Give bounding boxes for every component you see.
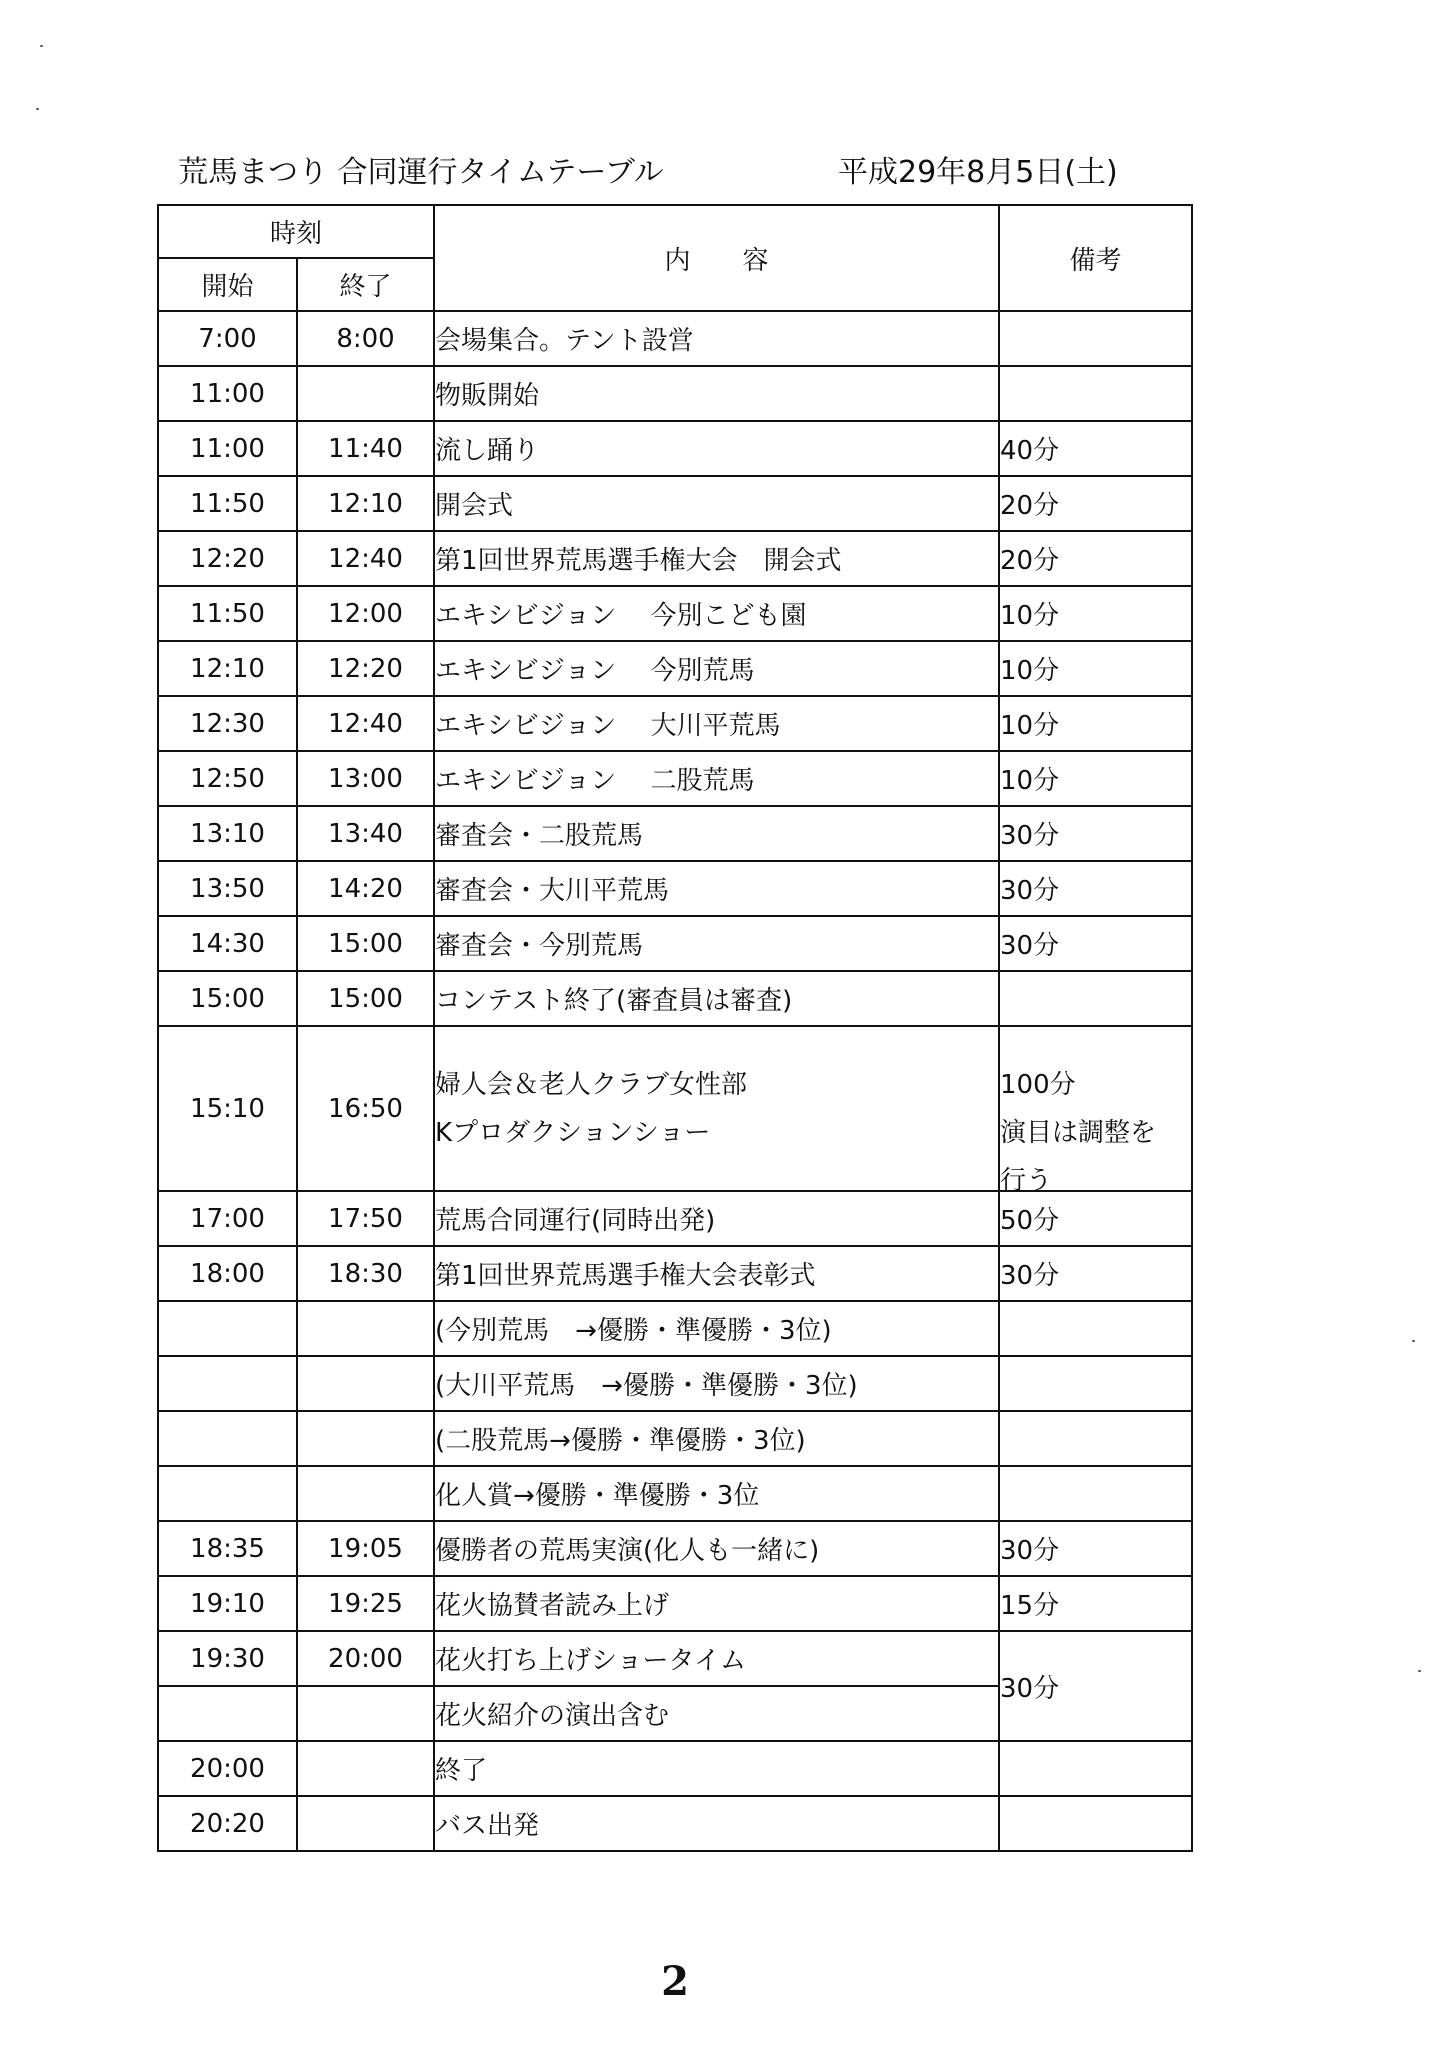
table-row [158, 1466, 1192, 1521]
table-row [158, 1796, 1192, 1851]
table-row [158, 861, 1192, 916]
start-time: 20:00 [158, 1741, 297, 1796]
content-cell: 物販開始 [434, 366, 999, 421]
table-row [158, 641, 1192, 696]
notes-cell [999, 1301, 1192, 1356]
document-title-line [178, 150, 1178, 196]
content-cell: (大川平荒馬 →優勝・準優勝・3位) [434, 1356, 999, 1411]
notes-cell [999, 1411, 1192, 1466]
content-cell: 審査会・大川平荒馬 [434, 861, 999, 916]
end-time: 13:00 [297, 751, 434, 806]
start-time [158, 1301, 297, 1356]
document-title: 荒馬まつり 合同運行タイムテーブル [178, 155, 664, 190]
scan-speck [36, 108, 39, 110]
content-cell: エキシビジョン 大川平荒馬 [434, 696, 999, 751]
notes-cell [999, 1466, 1192, 1521]
table-row [158, 1301, 1192, 1356]
table-row [158, 1741, 1192, 1796]
table-row [158, 1246, 1192, 1301]
notes-cell: 30分 [999, 1631, 1192, 1741]
start-time: 19:10 [158, 1576, 297, 1631]
table-row [158, 586, 1192, 641]
scan-speck [40, 45, 43, 47]
end-time: 12:20 [297, 641, 434, 696]
table-row [158, 1191, 1192, 1246]
table-row [158, 1631, 1192, 1686]
table-row [158, 1576, 1192, 1631]
content-line: 婦人会＆老人クラブ女性部 [435, 1069, 748, 1100]
table-row [158, 366, 1192, 421]
table-row [158, 1521, 1192, 1576]
end-time [297, 1686, 434, 1741]
table-row [158, 476, 1192, 531]
notes-cell: 30分 [999, 806, 1192, 861]
start-time: 11:00 [158, 421, 297, 476]
end-time: 14:20 [297, 861, 434, 916]
notes-cell: 20分 [999, 476, 1192, 531]
content-cell: 花火協賛者読み上げ [434, 1576, 999, 1631]
start-time: 18:35 [158, 1521, 297, 1576]
table-row [158, 311, 1192, 366]
content-cell: エキシビジョン 今別こども園 [434, 586, 999, 641]
end-time [297, 1411, 434, 1466]
scan-speck [1418, 1670, 1421, 1672]
header-notes: 備考 [999, 205, 1192, 311]
end-time: 19:25 [297, 1576, 434, 1631]
end-time: 12:40 [297, 531, 434, 586]
end-time: 15:00 [297, 916, 434, 971]
table-row [158, 971, 1192, 1026]
end-time: 8:00 [297, 311, 434, 366]
table-row [158, 1026, 1192, 1191]
end-time: 20:00 [297, 1631, 434, 1686]
end-time: 13:40 [297, 806, 434, 861]
notes-line: 演目は調整を行う [1000, 1117, 1157, 1196]
content-cell: 開会式 [434, 476, 999, 531]
table-row [158, 531, 1192, 586]
content-cell: 第1回世界荒馬選手権大会表彰式 [434, 1246, 999, 1301]
table-row [158, 806, 1192, 861]
end-time [297, 1741, 434, 1796]
notes-cell [999, 1796, 1192, 1851]
notes-cell: 10分 [999, 641, 1192, 696]
end-time [297, 1796, 434, 1851]
end-time: 19:05 [297, 1521, 434, 1576]
end-time: 12:10 [297, 476, 434, 531]
start-time: 12:30 [158, 696, 297, 751]
document-date: 平成29年8月5日(土) [838, 155, 1118, 190]
header-content: 内 容 [434, 205, 999, 311]
start-time: 15:10 [158, 1026, 297, 1191]
content-cell: (二股荒馬→優勝・準優勝・3位) [434, 1411, 999, 1466]
end-time [297, 1301, 434, 1356]
end-time: 16:50 [297, 1026, 434, 1191]
content-cell: バス出発 [434, 1796, 999, 1851]
start-time: 14:30 [158, 916, 297, 971]
notes-cell: 10分 [999, 696, 1192, 751]
notes-cell: 15分 [999, 1576, 1192, 1631]
notes-cell: 20分 [999, 531, 1192, 586]
start-time: 12:20 [158, 531, 297, 586]
end-time [297, 1466, 434, 1521]
content-cell: 荒馬合同運行(同時出発) [434, 1191, 999, 1246]
notes-cell: 30分 [999, 1521, 1192, 1576]
notes-cell [999, 1356, 1192, 1411]
start-time: 17:00 [158, 1191, 297, 1246]
start-time: 11:00 [158, 366, 297, 421]
start-time: 12:50 [158, 751, 297, 806]
notes-cell: 30分 [999, 916, 1192, 971]
content-cell: 第1回世界荒馬選手権大会 開会式 [434, 531, 999, 586]
start-time [158, 1411, 297, 1466]
notes-cell: 30分 [999, 1246, 1192, 1301]
start-time [158, 1356, 297, 1411]
start-time: 13:10 [158, 806, 297, 861]
content-cell: (今別荒馬 →優勝・準優勝・3位) [434, 1301, 999, 1356]
start-time: 13:50 [158, 861, 297, 916]
start-time: 15:00 [158, 971, 297, 1026]
table-row [158, 1356, 1192, 1411]
start-time: 11:50 [158, 476, 297, 531]
content-cell: 審査会・二股荒馬 [434, 806, 999, 861]
notes-cell [999, 311, 1192, 366]
notes-cell [999, 1741, 1192, 1796]
table-row [158, 421, 1192, 476]
start-time [158, 1686, 297, 1741]
start-time: 19:30 [158, 1631, 297, 1686]
notes-cell: 40分 [999, 421, 1192, 476]
end-time: 12:00 [297, 586, 434, 641]
notes-cell [999, 1026, 1192, 1196]
content-cell: 流し踊り [434, 421, 999, 476]
start-time [158, 1466, 297, 1521]
content-cell: 花火紹介の演出含む [434, 1686, 999, 1741]
end-time [297, 1356, 434, 1411]
header-row [158, 205, 1192, 258]
table-row [158, 696, 1192, 751]
content-cell: 化人賞→優勝・準優勝・3位 [434, 1466, 999, 1521]
notes-cell: 50分 [999, 1191, 1192, 1246]
notes-cell: 10分 [999, 751, 1192, 806]
content-cell: 会場集合。テント設営 [434, 311, 999, 366]
scan-speck [1412, 1340, 1415, 1342]
notes-cell: 10分 [999, 586, 1192, 641]
header-end: 終了 [297, 258, 434, 311]
end-time: 17:50 [297, 1191, 434, 1246]
notes-cell: 30分 [999, 861, 1192, 916]
start-time: 18:00 [158, 1246, 297, 1301]
start-time: 12:10 [158, 641, 297, 696]
table-row [158, 916, 1192, 971]
content-cell [434, 1026, 999, 1191]
end-time: 12:40 [297, 696, 434, 751]
header-start: 開始 [158, 258, 297, 311]
header-time: 時刻 [158, 205, 434, 258]
timetable [157, 204, 1193, 1852]
table-row [158, 1411, 1192, 1466]
table-row [158, 751, 1192, 806]
end-time: 11:40 [297, 421, 434, 476]
end-time: 18:30 [297, 1246, 434, 1301]
end-time: 15:00 [297, 971, 434, 1026]
content-cell: エキシビジョン 二股荒馬 [434, 751, 999, 806]
start-time: 11:50 [158, 586, 297, 641]
start-time: 20:20 [158, 1796, 297, 1851]
content-cell: 審査会・今別荒馬 [434, 916, 999, 971]
content-cell: 終了 [434, 1741, 999, 1796]
end-time [297, 366, 434, 421]
start-time: 7:00 [158, 311, 297, 366]
page-number: 2 [661, 1958, 689, 2005]
notes-cell [999, 366, 1192, 421]
content-cell: エキシビジョン 今別荒馬 [434, 641, 999, 696]
content-line: Kプロダクションショー [435, 1117, 711, 1148]
content-cell: 優勝者の荒馬実演(化人も一緒に) [434, 1521, 999, 1576]
content-cell: 花火打ち上げショータイム [434, 1631, 999, 1686]
notes-line: 100分 [1000, 1069, 1076, 1100]
notes-cell [999, 971, 1192, 1026]
content-cell: コンテスト終了(審査員は審査) [434, 971, 999, 1026]
